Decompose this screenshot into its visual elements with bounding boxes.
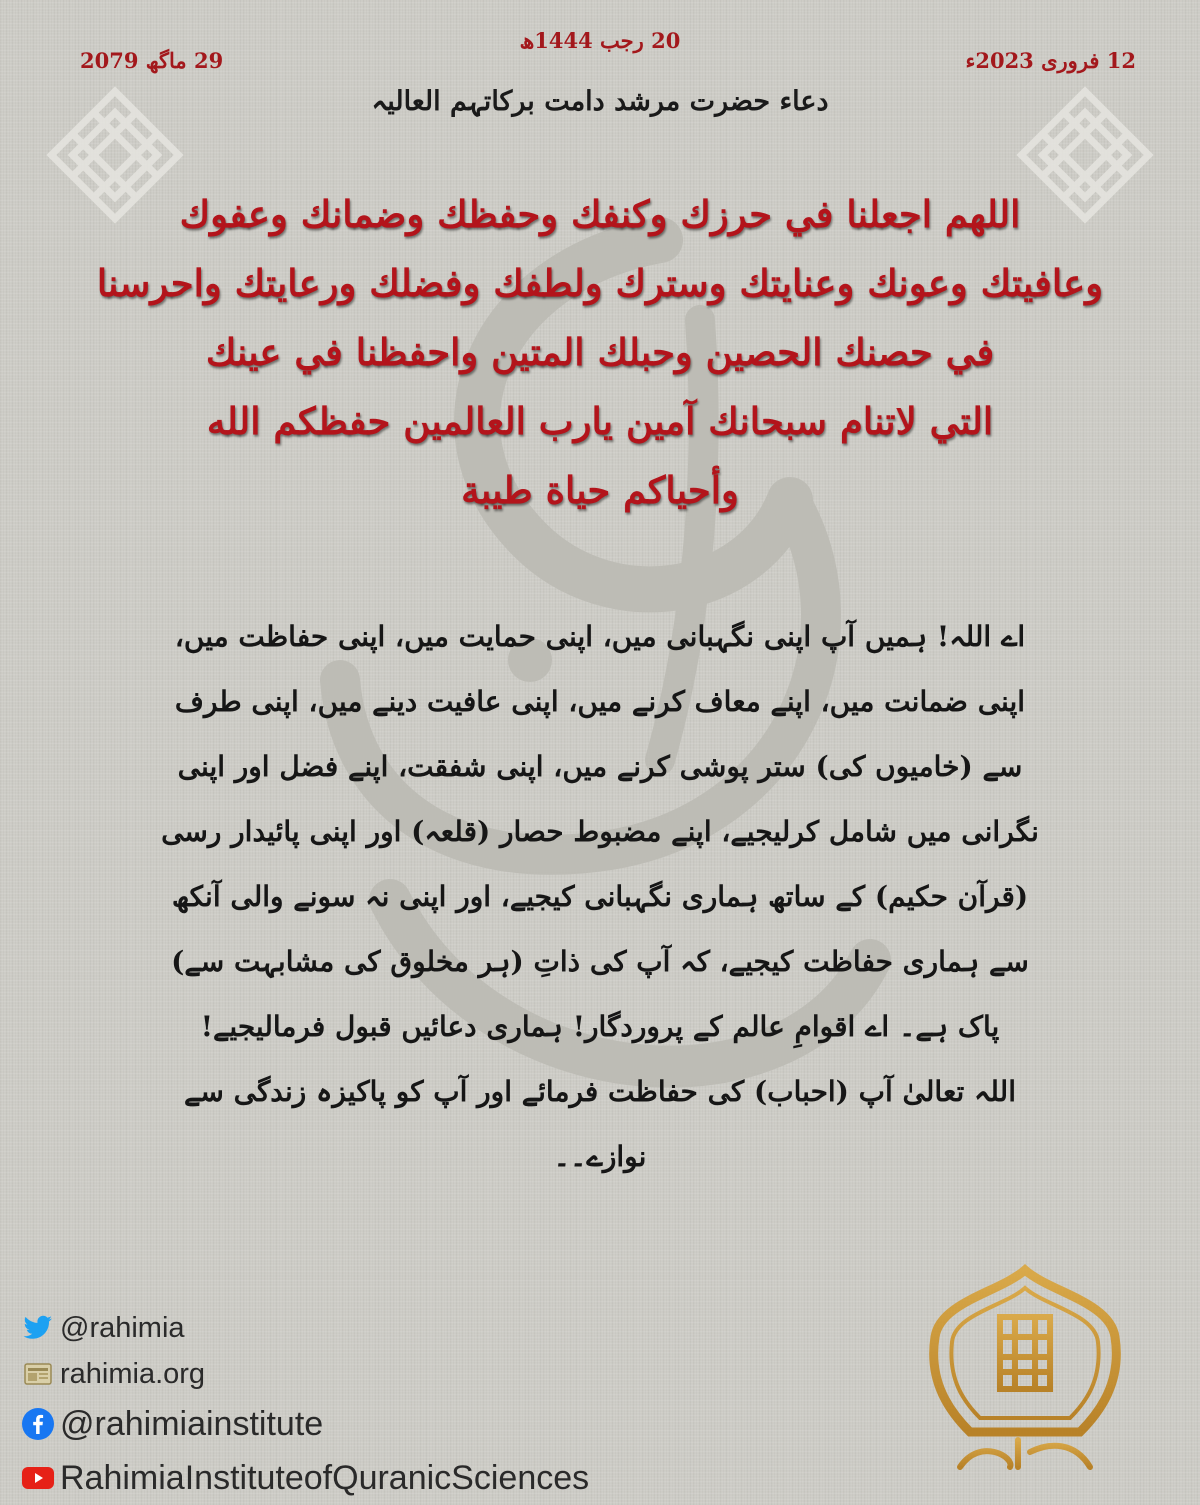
urdu-translation-line: نوازے۔۔	[553, 1140, 647, 1173]
urdu-translation-line: اللہ تعالیٰ آپ (احباب) کی حفاظت فرمائے اور آپ کو پاکیزہ زندگی سے	[183, 1075, 1016, 1108]
youtube-icon	[22, 1462, 54, 1494]
twitter-handle: @rahimia	[60, 1311, 185, 1344]
urdu-translation-line: (قرآن حکیم) کے ساتھ ہماری نگہبانی کیجیے، اور اپنی نہ سونے والی آنکھ	[171, 880, 1029, 913]
web-icon	[22, 1358, 54, 1390]
arabic-dua-line: في حصنك الحصين وحبلك المتين واحفظنا في عينك	[205, 330, 995, 374]
website-link[interactable]	[22, 1351, 589, 1397]
rahimia-logo	[900, 1262, 1150, 1494]
bikrami-date: 29 ماگھ 2079	[80, 48, 224, 73]
arabic-dua-line: وأحياكم حياة طيبة	[461, 468, 739, 512]
urdu-translation-line: اپنی ضمانت میں، اپنے معاف کرنے میں، اپنی عافیت دینے میں، اپنی طرف	[174, 685, 1026, 718]
urdu-translation-line: سے (خامیوں کی) ستر پوشی کرنے میں، اپنی شفقت، اپنے فضل اور اپنی	[177, 750, 1023, 783]
arabic-dua-line: اللهم اجعلنا في حرزك وكنفك وحفظك وضمانك وعفوك	[179, 192, 1021, 236]
urdu-translation	[160, 604, 1040, 1189]
website-url: rahimia.org	[60, 1357, 206, 1390]
social-links	[22, 1305, 589, 1505]
twitter-link[interactable]	[22, 1305, 589, 1351]
urdu-translation-line: پاک ہے۔ اے اقوامِ عالم کے پروردگار! ہماری دعائیں قبول فرمالیجیے!	[200, 1010, 1000, 1043]
facebook-link[interactable]	[22, 1397, 589, 1451]
twitter-icon	[22, 1312, 54, 1344]
urdu-translation-line: اے اللہ! ہمیں آپ اپنی نگہبانی میں، اپنی حمایت میں، اپنی حفاظت میں،	[174, 620, 1026, 653]
urdu-translation-line: نگرانی میں شامل کرلیجیے، اپنے مضبوط حصار (قلعہ) اور اپنی پائیدار رسی	[161, 815, 1039, 848]
dua-title: دعاء حضرت مرشد دامت برکاتہم العالیہ	[371, 86, 829, 117]
arabic-dua-line: التي لاتنام سبحانك آمين يارب العالمين حفظكم الله	[206, 399, 994, 443]
hijri-date: 20 رجب 1444ھ	[519, 28, 681, 53]
arabic-dua	[60, 180, 1140, 525]
youtube-channel: RahimiaInstituteofQuranicSciences	[60, 1458, 590, 1497]
arabic-dua-line: وعافيتك وعونك وعنايتك وسترك ولطفك وفضلك ورعايتك واحرسنا	[96, 261, 1104, 305]
gregorian-date: 12 فروری 2023ء	[965, 48, 1136, 73]
urdu-translation-line: سے ہماری حفاظت کیجیے، کہ آپ کی ذاتِ (ہر مخلوق کی مشابہت سے)	[171, 945, 1029, 978]
youtube-link[interactable]	[22, 1451, 589, 1505]
facebook-handle: @rahimiainstitute	[60, 1404, 324, 1443]
facebook-icon	[22, 1408, 54, 1440]
